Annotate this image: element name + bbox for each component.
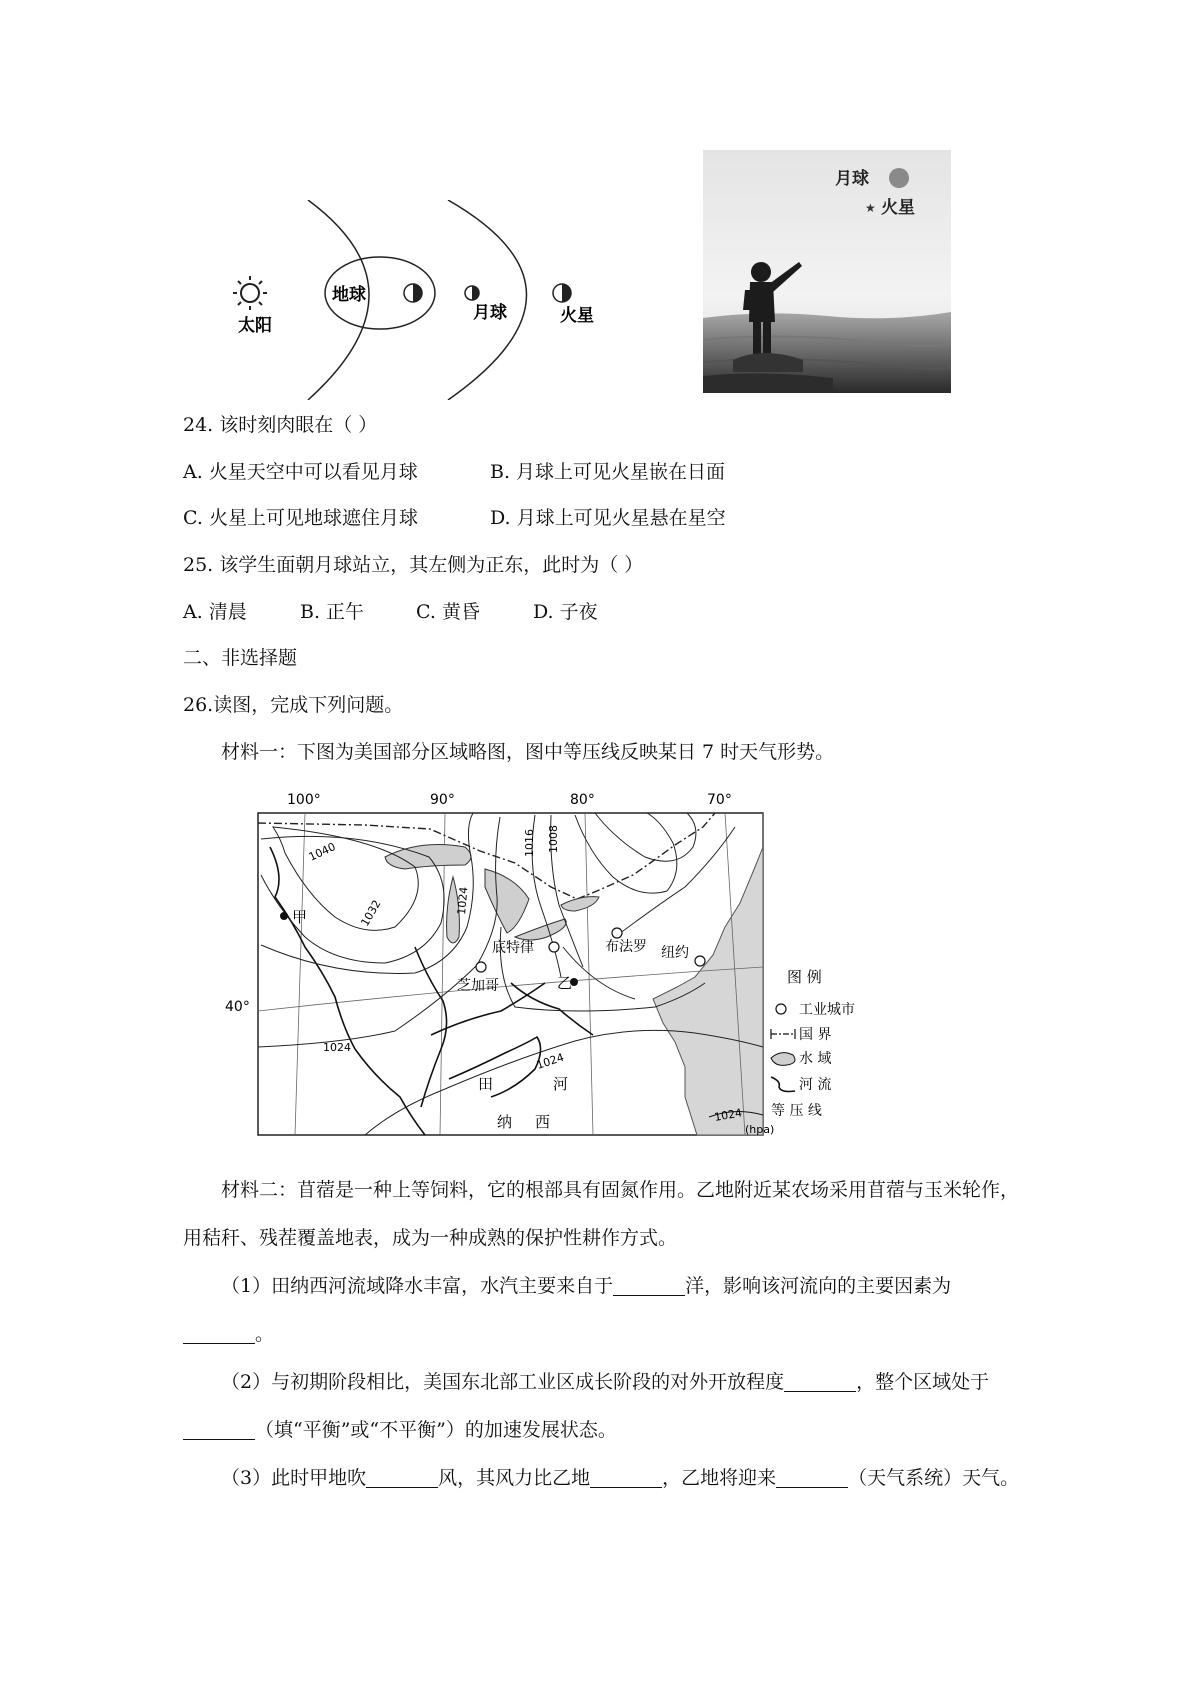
newyork-city-icon [695, 956, 705, 966]
jia-label: 甲 [292, 908, 308, 926]
q26-p2-text-c: （填“平衡”或“不平衡”）的加速发展状态。 [255, 1419, 617, 1441]
legend-isobar-value: 1024 [713, 1106, 744, 1124]
isobar-1016-label: 1016 [523, 829, 536, 857]
sky-photo [703, 150, 951, 393]
q26-part1 [183, 1262, 1023, 1358]
earth-label: 地球 [332, 285, 366, 305]
river-char-tian: 田 [478, 1075, 494, 1093]
q26-p2-blank-1[interactable] [784, 1369, 856, 1392]
lon-100-label: 100° [287, 792, 321, 808]
isobar-1008-label: 1008 [547, 825, 560, 853]
section-heading: 二、非选择题 [183, 647, 298, 669]
legend-border-label: 国 界 [799, 1027, 832, 1043]
newyork-label: 纽约 [661, 945, 689, 961]
q26-part3 [183, 1454, 1023, 1502]
chicago-city-icon [476, 962, 486, 972]
legend-river-icon [771, 1077, 795, 1092]
legend-water-icon [771, 1053, 795, 1066]
q26-p3-text-d: （天气系统）天气。 [848, 1467, 1020, 1489]
lon-80-label: 80° [570, 792, 595, 808]
river-char-xi: 西 [535, 1113, 551, 1131]
sun-icon [233, 276, 267, 310]
q25-option-a[interactable]: A. 清晨 [183, 601, 247, 623]
legend-river-label: 河 流 [799, 1077, 832, 1093]
isobar-1024-label-a: 1024 [455, 886, 471, 916]
isobar-1040-label: 1040 [306, 840, 338, 864]
q26-p3-text-c: ，乙地将迎来 [662, 1467, 777, 1489]
isobar-1032-label: 1032 [358, 897, 384, 929]
photo-moon-icon [889, 168, 909, 188]
legend-title: 图 例 [787, 968, 822, 986]
legend-isobar-label: 等 压 线 [771, 1103, 822, 1119]
q26-p1-text-c: 。 [255, 1323, 275, 1345]
q26-p2-blank-2[interactable] [183, 1417, 255, 1440]
isobar-1024-label-c: 1024 [534, 1050, 566, 1072]
q26-p2-text-a: （2）与初期阶段相比，美国东北部工业区成长阶段的对外开放程度 [221, 1371, 785, 1393]
q26-stem: 26.读图，完成下列问题。 [183, 694, 404, 716]
us-weather-map [215, 787, 900, 1157]
q25-option-d[interactable]: D. 子夜 [533, 601, 598, 623]
q26-p2-text-b: ，整个区域处于 [856, 1371, 990, 1393]
moon-icon [465, 286, 479, 300]
photo-mars-label: 火星 [881, 198, 915, 218]
q24-option-b[interactable]: B. 月球上可见火星嵌在日面 [490, 461, 726, 483]
orbit-diagram [210, 200, 630, 400]
river-char-na: 纳 [497, 1113, 513, 1131]
isobar-1024-label-b: 1024 [323, 1041, 351, 1054]
detroit-label: 底特律 [492, 940, 534, 956]
yi-label: 乙 [557, 974, 573, 992]
legend-city-icon [776, 1004, 786, 1014]
detroit-city-icon [549, 942, 559, 952]
mars-label: 火星 [560, 306, 594, 326]
q26-p3-text-a: （3）此时甲地吹 [221, 1467, 367, 1489]
q26-p3-blank-1[interactable] [366, 1465, 438, 1488]
lat-40-label: 40° [225, 999, 250, 1015]
q24-option-c[interactable]: C. 火星上可见地球遮住月球 [183, 507, 418, 529]
photo-moon-label: 月球 [835, 169, 869, 189]
legend-border-icon [771, 1029, 795, 1039]
q25-option-c[interactable]: C. 黄昏 [416, 601, 480, 623]
q25-option-b[interactable]: B. 正午 [300, 601, 365, 623]
sun-label: 太阳 [238, 316, 272, 336]
legend-water-label: 水 域 [799, 1051, 832, 1067]
river-char-he: 河 [553, 1075, 569, 1093]
q26-material2: 材料二：苜蓿是一种上等饲料，它的根部具有固氮作用。乙地附近某农场采用苜蓿与玉米轮作，用秸秆、残茬覆盖地表，成为一种成熟的保护性耕作方式。 [183, 1179, 1020, 1249]
q26-p1-blank-1[interactable] [613, 1273, 685, 1296]
chicago-label: 芝加哥 [457, 978, 499, 994]
q26-p1-text-a: （1）田纳西河流域降水丰富，水汽主要来自于 [221, 1275, 614, 1297]
q24-option-d[interactable]: D. 月球上可见火星悬在星空 [490, 507, 726, 529]
q26-material1: 材料一：下图为美国部分区域略图，图中等压线反映某日 7 时天气形势。 [221, 741, 835, 763]
jia-point [280, 912, 288, 920]
q26-p3-blank-2[interactable] [590, 1465, 662, 1488]
q26-p1-text-b: 洋，影响该河流向的主要因素为 [685, 1275, 952, 1297]
earth-icon [404, 284, 422, 302]
q26-p1-blank-2[interactable] [183, 1321, 255, 1344]
buffalo-label: 布法罗 [605, 939, 647, 955]
photo-star-icon: ★ [865, 201, 876, 215]
legend-isobar-unit: (hpa) [745, 1123, 775, 1136]
q24-stem: 24. 该时刻肉眼在（ ） [183, 414, 378, 436]
q26-p3-text-b: 风，其风力比乙地 [438, 1467, 591, 1489]
q24-option-a[interactable]: A. 火星天空中可以看见月球 [183, 461, 418, 483]
mars-orbit [448, 200, 527, 400]
legend-city-label: 工业城市 [799, 1002, 855, 1018]
moon-label: 月球 [473, 303, 507, 323]
buffalo-city-icon [612, 928, 622, 938]
lon-90-label: 90° [430, 792, 455, 808]
lon-70-label: 70° [707, 792, 732, 808]
q26-p3-blank-3[interactable] [776, 1465, 848, 1488]
mars-icon [553, 284, 571, 302]
q26-part2 [183, 1358, 1023, 1454]
q25-stem: 25. 该学生面朝月球站立，其左侧为正东，此时为（ ） [183, 554, 644, 576]
